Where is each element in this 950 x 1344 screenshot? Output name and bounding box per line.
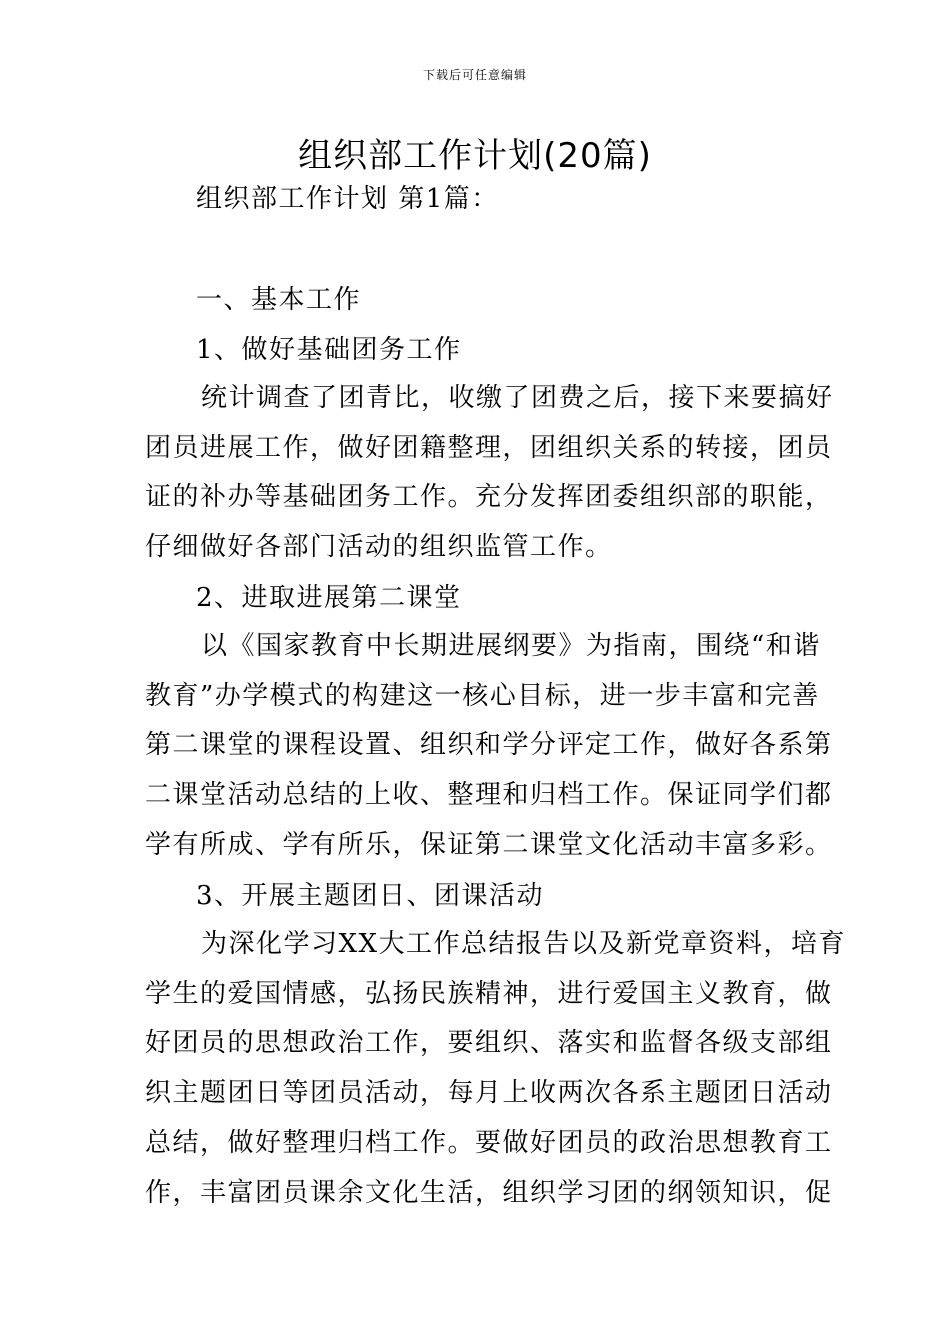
paragraph-line: 仔细做好各部门活动的组织监管工作。 [145, 532, 613, 563]
item-heading-2: 2、进取进展第二课堂 [196, 583, 462, 613]
paragraph-2 [145, 622, 833, 871]
item-heading-3: 3、开展主题团日、团课活动 [196, 881, 545, 911]
document-subtitle: 组织部工作计划 第1篇： [196, 184, 499, 214]
paragraph-line: 学有所成、学有所乐，保证第二课堂文化活动丰富多彩。 [145, 829, 833, 860]
paragraph-line: 证的补办等基础团务工作。充分发挥团委组织部的职能， [145, 482, 833, 513]
paragraph-3 [145, 920, 847, 1218]
paragraph-line: 第二课堂的课程设置、组织和学分评定工作，做好各系第 [145, 730, 833, 761]
section-heading: 一、基本工作 [196, 285, 362, 315]
document-title: 组织部工作计划(20篇) [298, 136, 652, 176]
paragraph-1 [145, 374, 834, 573]
paragraph-line: 二课堂活动总结的上收、整理和归档工作。保证同学们都 [145, 780, 833, 811]
item-heading-1: 1、做好基础团务工作 [196, 335, 462, 365]
paragraph-line: 团员进展工作，做好团籍整理，团组织关系的转接，团员 [145, 432, 833, 463]
paragraph-line: 教育”办学模式的构建这一核心目标，进一步丰富和完善 [145, 680, 820, 711]
paragraph-line: 织主题团日等团员活动，每月上收两次各系主题团日活动 [145, 1078, 833, 1109]
paragraph-line: 为深化学习XX大工作总结报告以及新党章资料，培育 [201, 929, 847, 959]
paragraph-line: 统计调查了团青比，收缴了团费之后，接下来要搞好 [201, 383, 834, 413]
paragraph-line: 学生的爱国情感，弘扬民族精神，进行爱国主义教育，做 [145, 978, 833, 1009]
paragraph-line: 总结，做好整理归档工作。要做好团员的政治思想教育工 [145, 1127, 833, 1158]
paragraph-line: 以《国家教育中长期进展纲要》为指南，围绕“和谐 [201, 631, 821, 661]
header-note: 下载后可任意编辑 [422, 68, 527, 82]
paragraph-line: 好团员的思想政治工作，要组织、落实和监督各级支部组 [145, 1028, 833, 1059]
paragraph-line: 作，丰富团员课余文化生活，组织学习团的纲领知识，促 [145, 1177, 833, 1208]
